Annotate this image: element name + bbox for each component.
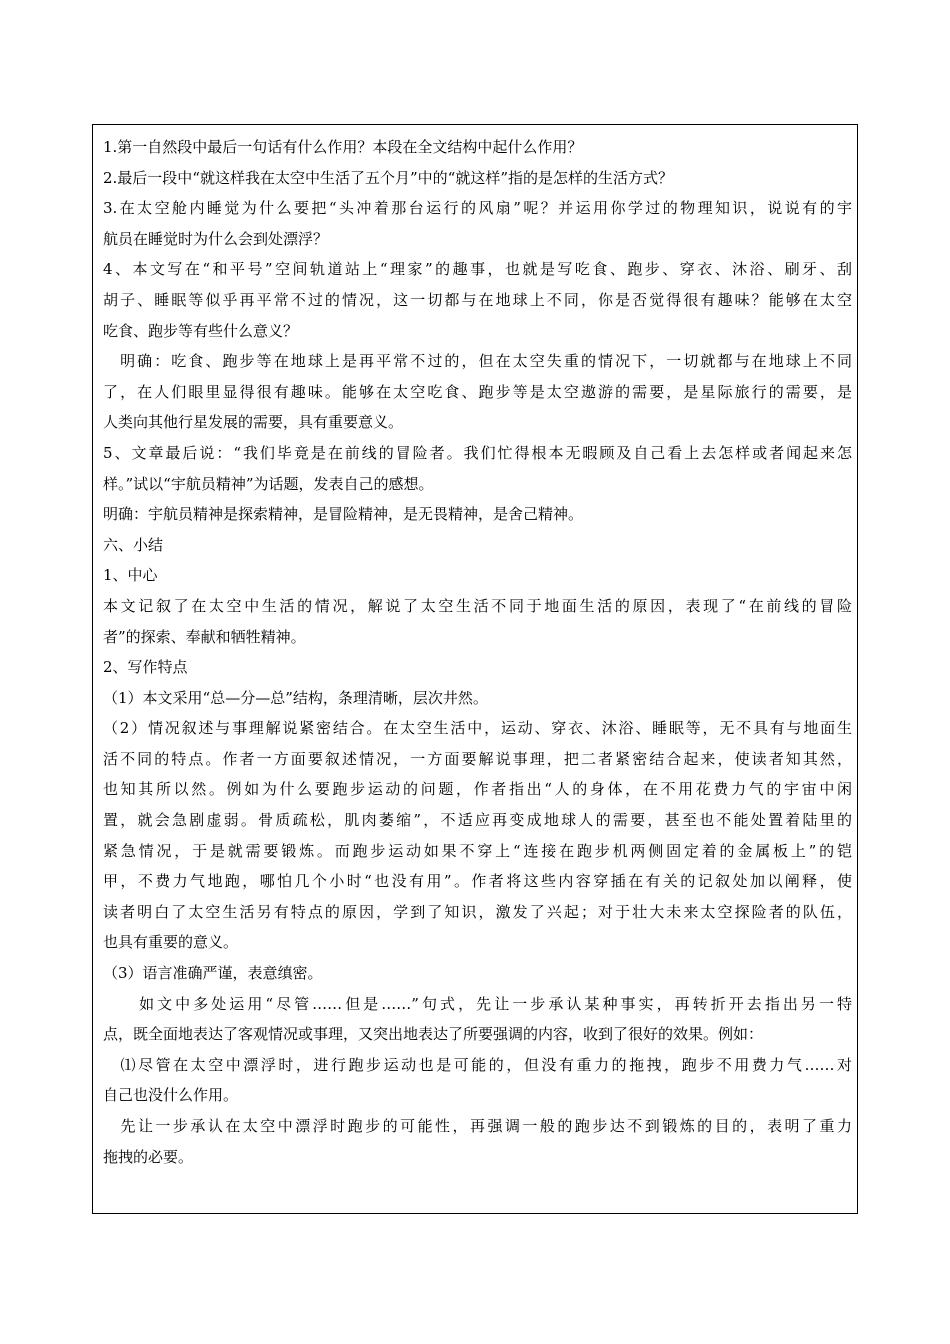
paragraph-f3 [103, 958, 852, 989]
paragraph-f2 [103, 713, 852, 958]
text-line: 人类向其他行星发展的需要，具有重要意义。 [103, 413, 404, 432]
paragraph-q3 [103, 193, 852, 254]
text-line: 5、文章最后说：“我们毕竟是在前线的冒险者。我们忙得根本无暇顾及自己看上去怎样或者闻起来怎 [103, 443, 852, 462]
text-line: 了，在人们眼里显得很有趣味。能够在太空吃食、跑步等是太空遨游的需要，是星际旅行的需要，是 [103, 382, 852, 401]
text-line: 读者明白了太空生活另有特点的原因，学到了知识，激发了兴起；对于壮大未来太空探险者的队伍， [103, 902, 852, 921]
text-line: 紧急情况，于是就需要锻炼。而跑步运动如果不穿上“连接在跑步机两侧固定着的金属板上”的铠 [103, 841, 852, 860]
text-line: （2）情况叙述与事理解说紧密结合。在太空生活中，运动、穿衣、沐浴、睡眠等，无不具有与地面生 [103, 719, 852, 738]
paragraph-h6-1 [103, 560, 852, 591]
text-line: 点，既全面地表达了客观情况或事理，又突出地表达了所要强调的内容，收到了很好的效果。例如： [103, 1025, 764, 1044]
paragraph-a5 [103, 499, 852, 530]
text-line: 也具有重要的意义。 [103, 933, 239, 952]
text-line: 如文中多处运用“尽管……但是……”句式，先让一步承认某种事实，再转折开去指出另一特 [103, 994, 852, 1013]
paragraph-ex1-note [103, 1111, 852, 1172]
text-line: 也知其所以然。例如为什么要跑步运动的问题，作者指出“人的身体，在不用花费力气的宇宙中闲 [103, 780, 852, 799]
text-line: 本文记叙了在太空中生活的情况，解说了太空生活不同于地面生活的原因，表现了“在前线的冒险 [103, 596, 852, 615]
text-line: 1、中心 [103, 566, 158, 585]
text-line: 拖拽的必要。 [103, 1147, 194, 1166]
paragraph-center [103, 591, 852, 652]
paragraph-q2 [103, 163, 852, 194]
text-line: 吃食、跑步等有些什么意义？ [103, 321, 299, 340]
text-line: 者”的探索、奉献和牺牲精神。 [103, 627, 306, 646]
text-line: ⑴尽管在太空中漂浮时，进行跑步运动也是可能的，但没有重力的拖拽，跑步不用费力气……对 [103, 1055, 852, 1074]
text-line: 样。”试以“宇航员精神”为话题，发表自己的感想。 [103, 474, 434, 493]
text-line: 明确：宇航员精神是探索精神，是冒险精神，是无畏精神，是舍己精神。 [103, 505, 584, 524]
document-body [103, 132, 852, 1172]
text-line: 活不同的特点。作者一方面要叙述情况，一方面要解说事理，把二者紧密结合起来，使读者知其然， [103, 749, 852, 768]
text-line: （1）本文采用“总—分—总”结构，条理清晰，层次井然。 [103, 688, 488, 707]
paragraph-ex1 [103, 1050, 852, 1111]
text-line: （3）语言准确严谨，表意缜密。 [103, 964, 323, 983]
paragraph-h6 [103, 530, 852, 561]
text-line: 明确：吃食、跑步等在地球上是再平常不过的，但在太空失重的情况下，一切就都与在地球上不同 [103, 352, 852, 371]
text-line: 4、本文写在“和平号”空间轨道站上“理家”的趣事，也就是写吃食、跑步、穿衣、沐浴、刷牙、刮 [103, 260, 852, 279]
paragraph-a4 [103, 346, 852, 438]
text-line: 1.第一自然段中最后一句话有什么作用？本段在全文结构中起什么作用？ [103, 138, 583, 156]
text-line: 六、小结 [103, 535, 164, 554]
paragraph-q4 [103, 254, 852, 346]
paragraph-h6-2 [103, 652, 852, 683]
paragraph-q1 [103, 132, 852, 163]
text-line: 置，就会急剧虚弱。骨质疏松，肌肉萎缩”，不适应再变成地球人的需要，甚至也不能处置着陆里的 [103, 811, 852, 830]
text-line: 先让一步承认在太空中漂浮时跑步的可能性，再强调一般的跑步达不到锻炼的目的，表明了重力 [103, 1117, 852, 1135]
text-line: 航员在睡觉时为什么会到处漂浮？ [103, 229, 329, 248]
text-line: 2、写作特点 [103, 658, 188, 677]
text-line: 3.在太空舱内睡觉为什么要把“头冲着那台运行的风扇”呢？并运用你学过的物理知识，说说有的宇 [103, 199, 852, 218]
text-line: 胡子、睡眠等似乎再平常不过的情况，这一切都与在地球上不同，你是否觉得很有趣味？能够在太空 [103, 290, 852, 309]
paragraph-f3a [103, 989, 852, 1050]
text-line: 自己也没什么作用。 [103, 1086, 239, 1105]
paragraph-q5 [103, 438, 852, 499]
paragraph-f1 [103, 683, 852, 714]
text-line: 2.最后一段中“就这样我在太空中生活了五个月”中的“就这样”指的是怎样的生活方式？ [103, 168, 673, 187]
text-line: 甲，不费力气地跑，哪怕几个小时“也没有用”。作者将这些内容穿插在有关的记叙处加以阐释，使 [103, 872, 852, 891]
